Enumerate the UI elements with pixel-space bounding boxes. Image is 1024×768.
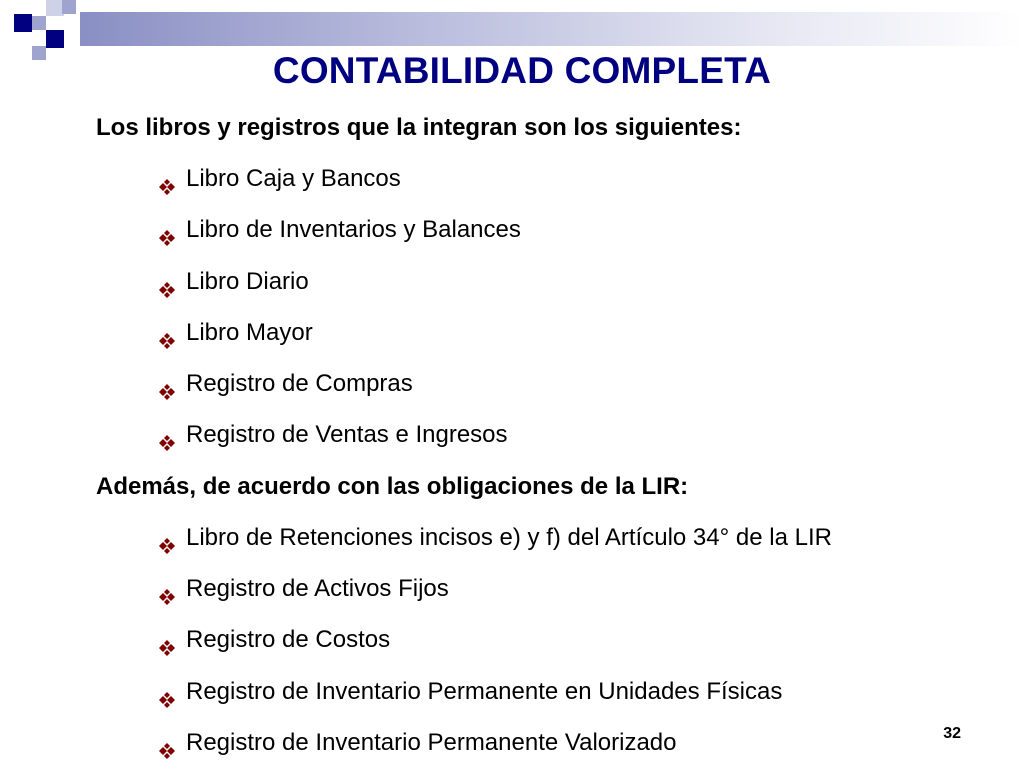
list-item-label: Libro de Inventarios y Balances [186, 216, 521, 244]
list-item [96, 675, 996, 709]
list-item-label: Libro de Retenciones incisos e) y f) del Artículo 34° de la LIR [186, 523, 832, 551]
list-item [96, 367, 996, 401]
page-number: 32 [943, 725, 961, 742]
section-heading-lir: Además, de acuerdo con las obligaciones de la LIR: [96, 472, 689, 500]
diamond-bullet-icon [154, 735, 180, 751]
list-item-label: Libro Caja y Bancos [186, 165, 401, 192]
list-item-label: Libro Diario [186, 267, 309, 295]
diamond-bullet-icon [154, 684, 180, 700]
diamond-bullet-icon [154, 274, 180, 290]
list-item-label: Registro de Inventario Permanente en Unidades Físicas [186, 677, 783, 705]
list-item [96, 726, 996, 760]
diamond-bullet-icon [154, 222, 180, 238]
list-item-label: Registro de Activos Fijos [186, 575, 449, 603]
diamond-bullet-icon [154, 325, 180, 341]
list-item [96, 521, 996, 555]
decor-square [46, 30, 64, 48]
decor-square [32, 16, 46, 30]
list-item [96, 316, 996, 350]
decor-square [62, 0, 76, 14]
slide-title: CONTABILIDAD COMPLETA [272, 50, 772, 91]
list-item [96, 162, 996, 196]
decor-square [14, 14, 32, 32]
section-heading-libros: Los libros y registros que la integran son los siguientes: [96, 114, 742, 141]
list-item-label: Libro Mayor [186, 318, 313, 346]
list-item [96, 213, 996, 247]
list-item-label: Registro de Ventas e Ingresos [186, 421, 508, 449]
list-item [96, 623, 996, 657]
diamond-bullet-icon [154, 427, 180, 443]
diamond-bullet-icon [154, 171, 180, 187]
list-lir [96, 521, 996, 760]
diamond-bullet-icon [154, 632, 180, 648]
diamond-bullet-icon [154, 581, 180, 597]
slide-content [96, 111, 996, 768]
list-libros [96, 162, 996, 452]
list-item-label: Registro de Compras [186, 370, 413, 398]
list-item [96, 265, 996, 299]
list-item-label: Registro de Inventario Permanente Valorizado [186, 728, 677, 756]
diamond-bullet-icon [154, 376, 180, 392]
diamond-bullet-icon [154, 530, 180, 546]
header-gradient-bar [80, 12, 1024, 46]
list-item [96, 572, 996, 606]
list-item [96, 418, 996, 452]
list-item-label: Registro de Costos [186, 626, 391, 654]
